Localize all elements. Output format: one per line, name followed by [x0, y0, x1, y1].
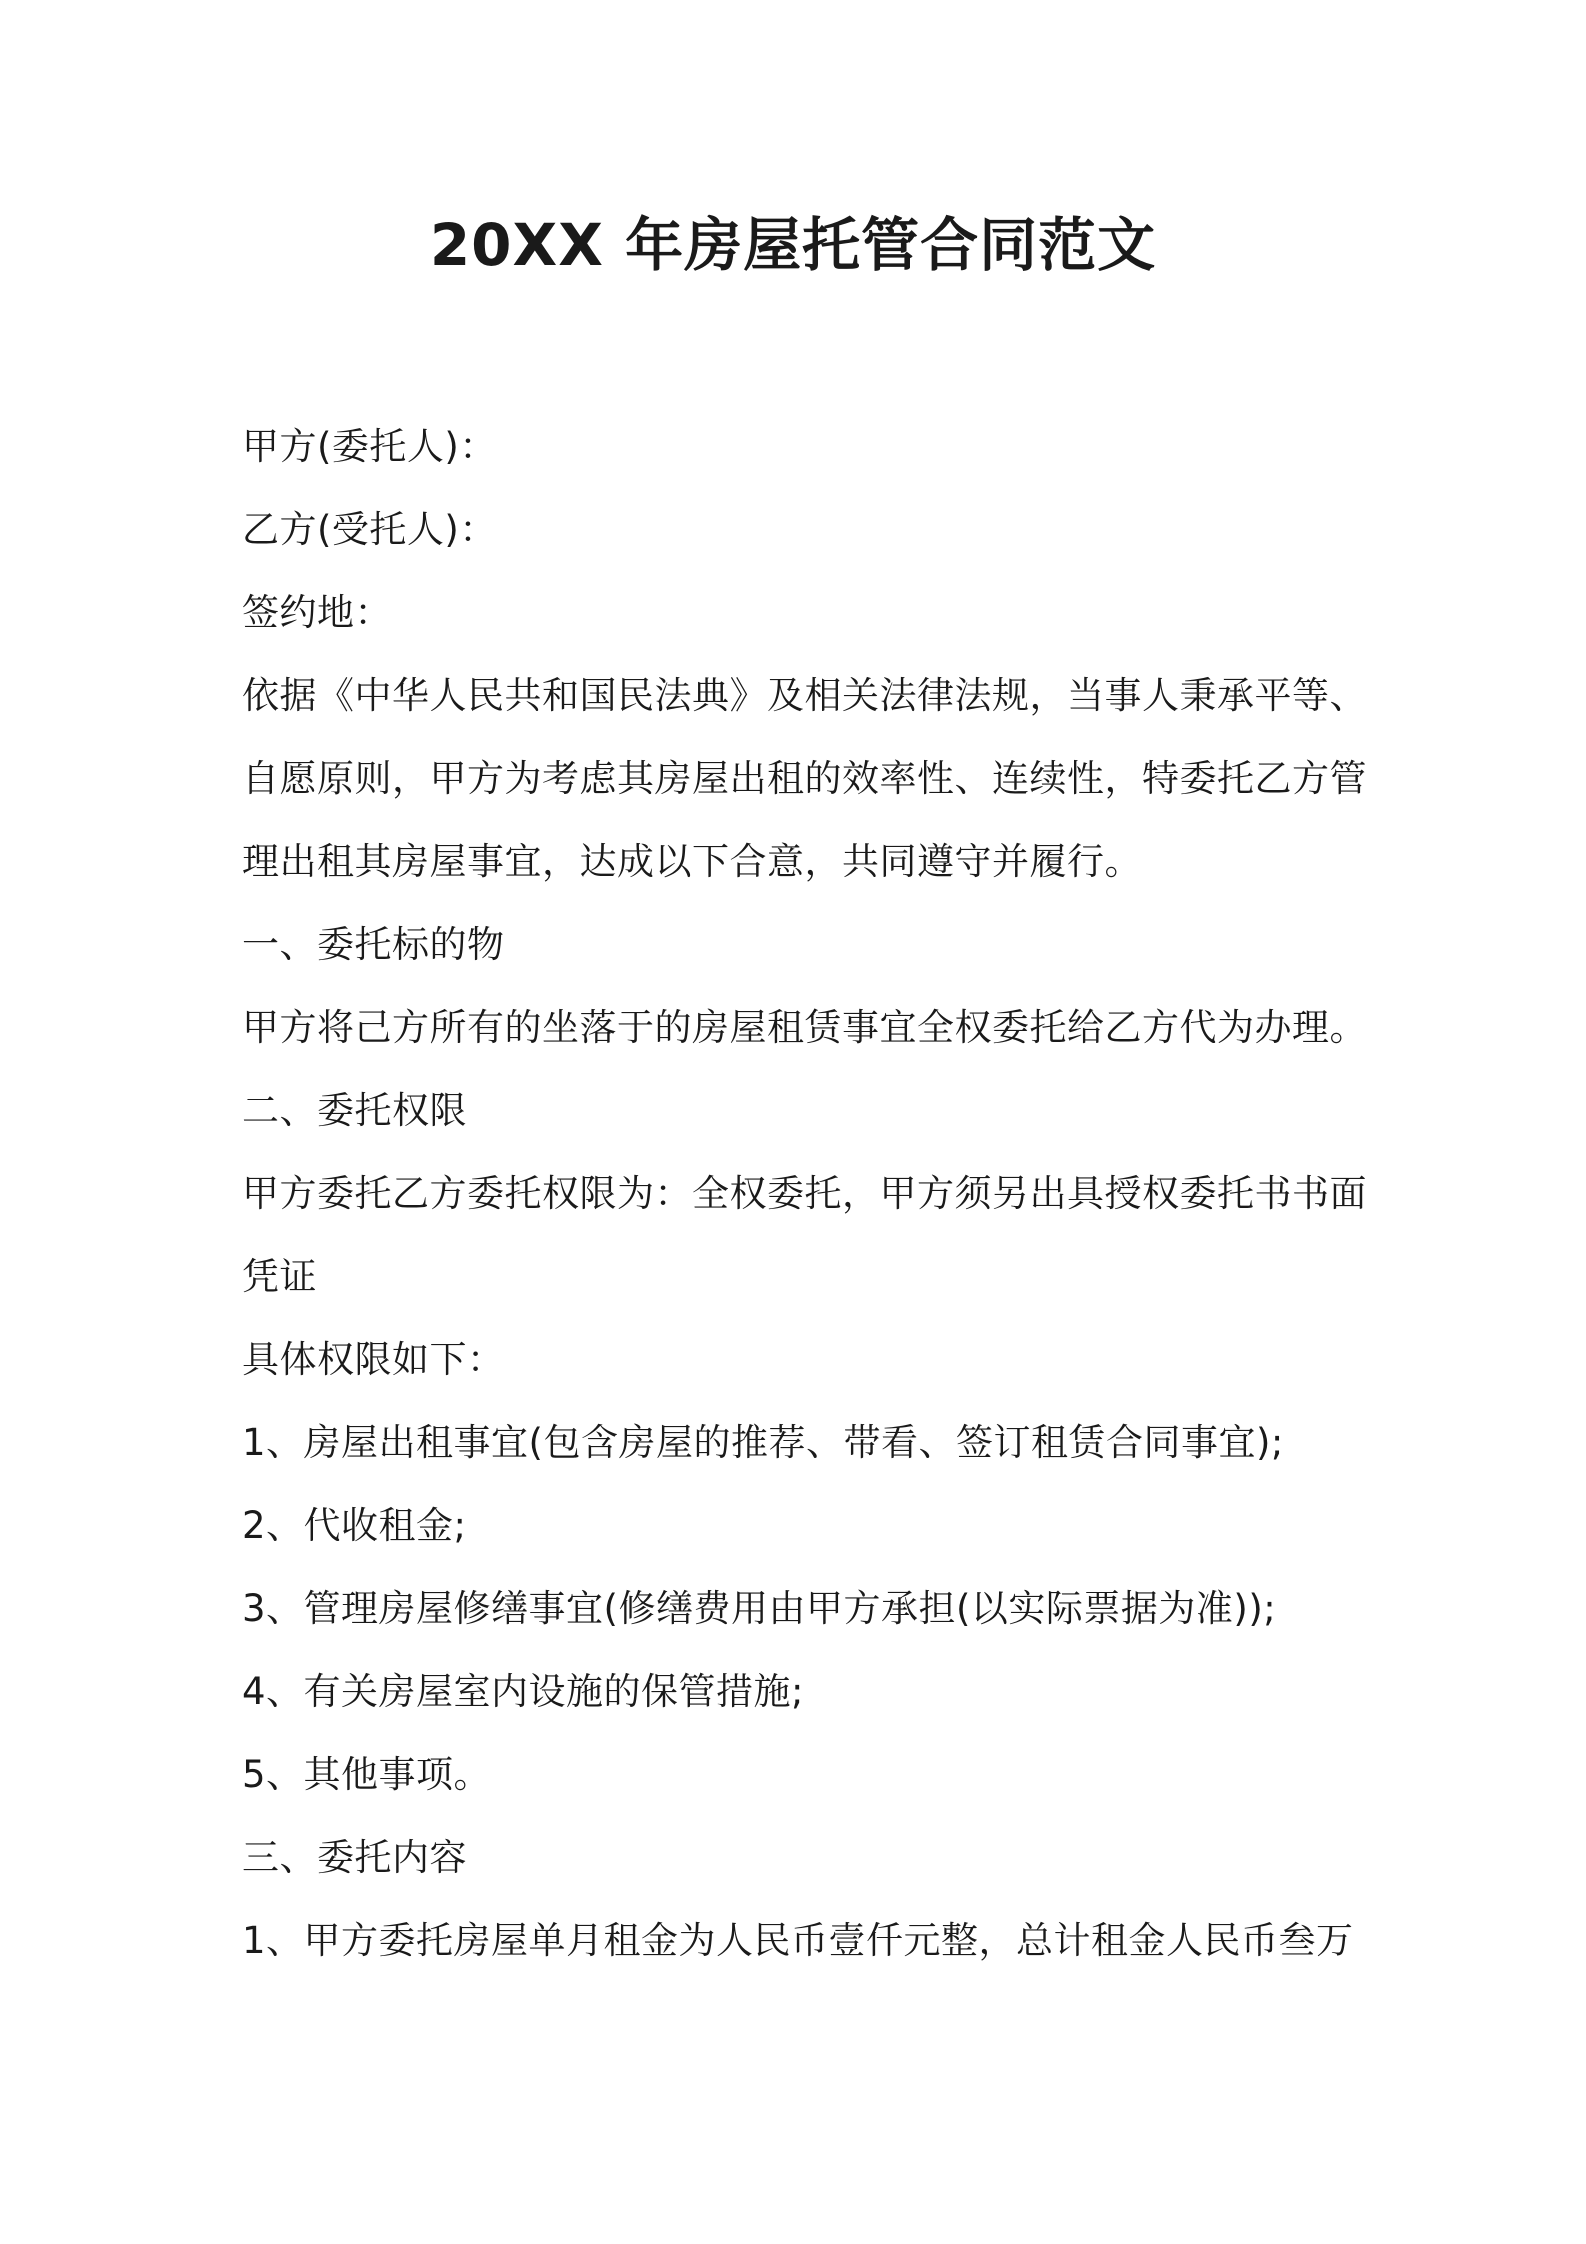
permission-item-1: 1、房屋出租事宜(包含房屋的推荐、带看、签订租赁合同事宜); [242, 1421, 1284, 1464]
preamble-line-3: 理出租其房屋事宜，达成以下合意，共同遵守并履行。 [242, 840, 1142, 883]
section-heading-3: 三、委托内容 [242, 1836, 467, 1879]
section-2-text-line-2: 凭证 [242, 1255, 317, 1298]
content-item-1: 1、甲方委托房屋单月租金为人民币壹仟元整，总计租金人民币叁万 [242, 1919, 1354, 1962]
party-a-line: 甲方(委托人)： [242, 425, 497, 468]
permission-item-2: 2、代收租金; [242, 1504, 467, 1547]
section-heading-1: 一、委托标的物 [242, 923, 505, 966]
preamble-line-1: 依据《中华人民共和国民法典》及相关法律法规，当事人秉承平等、 [242, 674, 1367, 717]
preamble-line-2: 自愿原则，甲方为考虑其房屋出租的效率性、连续性，特委托乙方管 [242, 757, 1367, 800]
document-body [242, 405, 1367, 1982]
section-heading-2: 二、委托权限 [242, 1089, 467, 1132]
document-title: 20XX 年房屋托管合同范文 [429, 211, 1157, 279]
permission-item-4: 4、有关房屋室内设施的保管措施; [242, 1670, 805, 1713]
permissions-intro: 具体权限如下： [242, 1338, 505, 1381]
section-2-text-line-1: 甲方委托乙方委托权限为：全权委托，甲方须另出具授权委托书书面 [242, 1172, 1367, 1215]
signing-place-line: 签约地： [242, 591, 392, 634]
permission-item-3: 3、管理房屋修缮事宜(修缮费用由甲方承担(以实际票据为准)); [242, 1587, 1277, 1630]
section-1-text: 甲方将己方所有的坐落于的房屋租赁事宜全权委托给乙方代为办理。 [242, 1006, 1367, 1049]
party-b-line: 乙方(受托人)： [242, 508, 497, 551]
permission-item-5: 5、其他事项。 [242, 1753, 492, 1796]
